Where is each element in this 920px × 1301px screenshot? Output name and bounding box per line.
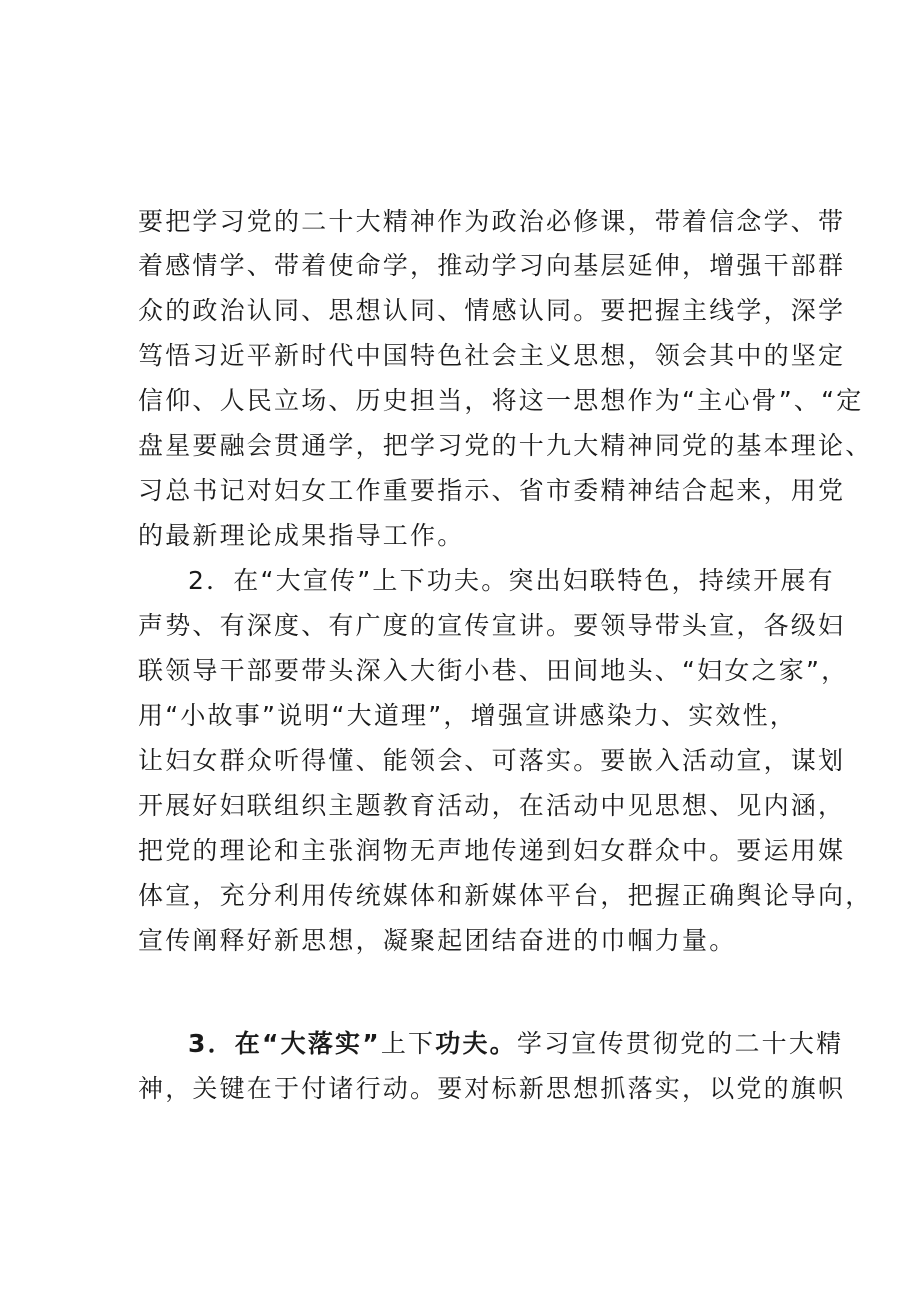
paragraph-line: 用“小故事”说明“大道理”，增强宣讲感染力、实效性， [138,701,798,730]
section-3-heading [188,1029,844,1059]
paragraph-line: 体宣，充分利用传统媒体和新媒体平台，把握正确舆论导向， [138,881,873,910]
paragraph-line: 声势、有深度、有广度的宣传宣讲。要领导带头宣，各级妇 [138,611,846,640]
section-3-heading-bold: 3．在“大落实” [188,1029,381,1058]
paragraph-line: 让妇女群众听得懂、能领会、可落实。要嵌入活动宣，谋划 [138,746,846,775]
section-2-heading: 2．在“大宣传”上下功夫。突出妇联特色，持续开展有 [188,566,835,595]
section-3-heading-bold: 功夫。 [435,1029,517,1058]
paragraph-line: 众的政治认同、思想认同、情感认同。要把握主线学，深学 [138,296,846,325]
paragraph-line: 盘星要融会贯通学，把学习党的十九大精神同党的基本理论、 [138,431,873,460]
paragraph-line: 把党的理论和主张润物无声地传递到妇女群众中。要运用媒 [138,836,846,865]
paragraph-line: 开展好妇联组织主题教育活动，在活动中见思想、见内涵， [138,791,846,820]
paragraph-line: 习总书记对妇女工作重要指示、省市委精神结合起来，用党 [138,476,846,505]
paragraph-line: 着感情学、带着使命学，推动学习向基层延伸，增强干部群 [138,251,846,280]
paragraph-line: 联领导干部要带头深入大街小巷、田间地头、“妇女之家”， [138,656,849,685]
paragraph-line: 笃悟习近平新时代中国特色社会主义思想，领会其中的坚定 [138,341,846,370]
paragraph-line: 宣传阐释好新思想，凝聚起团结奋进的巾帼力量。 [138,926,737,955]
paragraph-line: 信仰、人民立场、历史担当，将这一思想作为“主心骨”、“定 [138,386,864,415]
paragraph-line: 神，关键在于付诸行动。要对标新思想抓落实，以党的旗帜 [138,1074,846,1103]
paragraph-line: 的最新理论成果指导工作。 [138,521,465,550]
paragraph-line: 要把学习党的二十大精神作为政治必修课，带着信念学、带 [138,207,846,236]
section-3-heading-text: 上下 [380,1029,436,1058]
section-3-heading-text: 学习宣传贯彻党的二十大精 [516,1029,844,1058]
